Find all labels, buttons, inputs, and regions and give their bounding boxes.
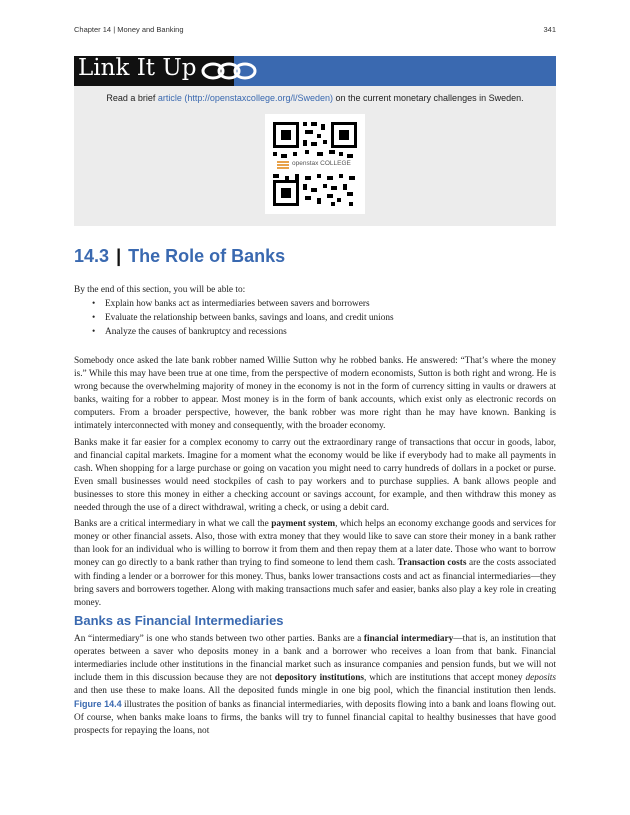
term-financial-intermediary: financial intermediary <box>363 633 454 644</box>
objectives-intro: By the end of this section, you will be able to: <box>74 285 246 295</box>
term-transaction-costs: Transaction costs <box>397 558 467 569</box>
section-title: The Role of Banks <box>128 246 286 266</box>
term-depository-institutions: depository institutions <box>274 673 365 684</box>
chain-link-icon <box>201 60 261 82</box>
sweden-article-link[interactable]: article (http://openstaxcollege.org/l/Sweden) <box>157 93 333 103</box>
paragraph-cash-economy: Banks make it far easier for a complex economy to carry out the extraordinary range of transactions that occur in goods, labor, and financial capital markets. Imagine for a moment what the economy would be like if everybody had to make all payments in cash. When shopping for a large purchase or going on vacation you might need to carry hundreds of dollars in a pocket or purse. Even small businesses would need stockpiles of cash to pay workers and to purchase supplies. A bank allows people and businesses to store this money in either a checking account or savings account, for example, and then withdraw this money as needed through the use of a direct withdrawal, writing a check, or using a debit card. <box>74 437 556 514</box>
openstax-logo: openstax COLLEGE <box>277 159 357 171</box>
body-text <box>74 355 556 742</box>
qr-finder-top-right <box>331 122 357 148</box>
section-separator: | <box>116 246 122 266</box>
term-payment-system: payment system <box>271 519 336 530</box>
running-header <box>74 25 556 34</box>
qr-finder-bottom-left <box>273 180 299 206</box>
objective-item: • Evaluate the relationship between banks, savings and loans, and credit unions <box>74 311 394 325</box>
subheading-financial-intermediaries: Banks as Financial Intermediaries <box>74 612 284 628</box>
objective-item: • Explain how banks act as intermediaries between savers and borrowers <box>74 297 394 311</box>
link-it-up-banner <box>74 56 556 86</box>
link-description: Read a brief article (http://openstaxcollege.org/l/Sweden) on the current monetary challenges in Sweden. <box>106 93 524 103</box>
link-it-up-title: Link It Up <box>78 55 197 81</box>
paragraph-sutton: Somebody once asked the late bank robber named Willie Sutton why he robbed banks. He answered: “That’s where the money is.” While this may have been true at one time, from the perspective of modern economists, Sutton is both right and wrong. He is wrong because the overwhelming majority of money in the economy is not in the form of currency sitting in vaults or drawers at banks, waiting for a robber to appear. Most money is in the form of bank accounts, which exist only as electronic records on computers. From a broader perspective, however, the bank robber was more right than he may have known. Banking is intimately interconnected with money and consequently, with the broader economy. <box>74 356 556 432</box>
figure-14-4-link[interactable]: Figure 14.4 <box>74 699 122 710</box>
qr-code[interactable] <box>265 114 365 214</box>
paragraph-intermediary: An “intermediary” is one who stands between two other parties. Banks are a financial intermediary—that is, an institution that operates between a saver who deposits money in a bank and a borrower who receives a loan from that bank. Financial intermediaries include other institutions in the financial market such as insurance companies and pension funds, but we will not include them in this discussion because they are not depository institutions, which are institutions that accept money deposits and then use these to make loans. All the deposited funds mingle in one big pool, which the financial institution then lends. Figure 14.4 illustrates the position of banks as financial intermediaries, with deposits flowing into a bank and loans flowing out. Of course, when banks make loans to firms, the banks will try to funnel financial capital to healthy businesses that have good prospects for repaying the loans, not <box>74 633 557 737</box>
paragraph-payment-system: Banks are a critical intermediary in what we call the payment system, which helps an economy exchange goods and services for money or other financial assets. Also, those with extra money that they would like to save can store their money in a bank rather than look for an individual who is willing to borrow it from them and then repay them at a later date. Those who want to borrow money can go directly to a bank rather than trying to find someone to lend them cash. Transaction costs are the costs associated with finding a lender or a borrower for this money. Thus, banks lower transactions costs and act as financial intermediaries—they bring savers and borrowers together. Along with making transactions much safer and easier, banks also play a key role in creating money. <box>74 519 556 608</box>
learning-objectives <box>74 297 394 339</box>
chapter-title: Chapter 14 | Money and Banking <box>74 25 184 34</box>
section-heading <box>74 246 285 267</box>
objective-item: • Analyze the causes of bankruptcy and recessions <box>74 325 394 339</box>
link-it-up-box <box>74 56 556 226</box>
qr-finder-top-left <box>273 122 299 148</box>
page-number: 341 <box>543 25 556 34</box>
section-number: 14.3 <box>74 246 110 266</box>
